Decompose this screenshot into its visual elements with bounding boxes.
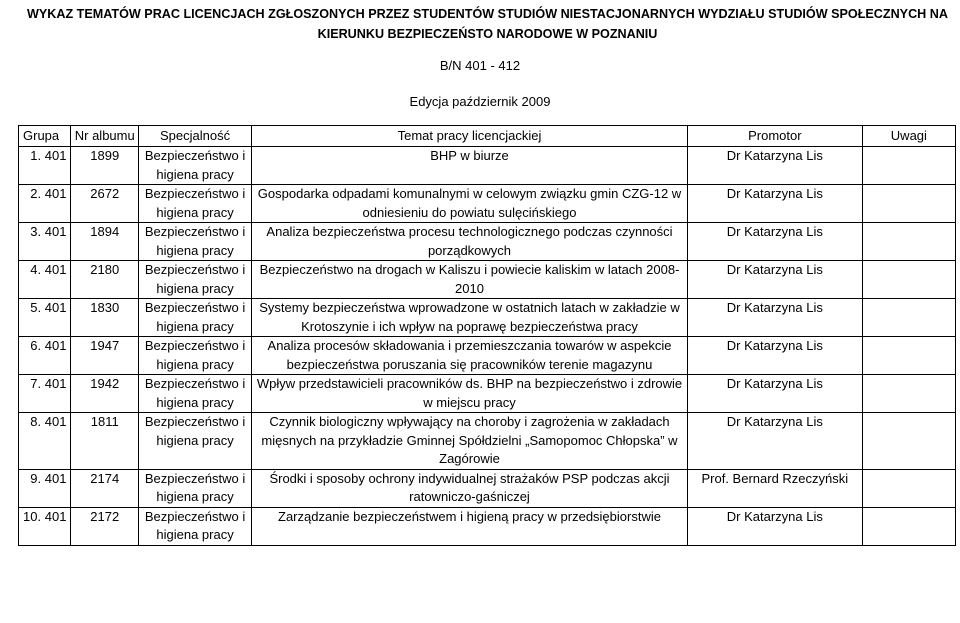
table-row xyxy=(19,375,956,413)
table-row xyxy=(19,337,956,375)
album-number: 1830 xyxy=(71,299,139,337)
group-number: 401 xyxy=(44,224,67,239)
notes xyxy=(862,299,955,337)
specialization: Bezpieczeństwo i higiena pracy xyxy=(139,223,252,261)
promoter: Dr Katarzyna Lis xyxy=(687,261,862,299)
promoter: Prof. Bernard Rzeczyński xyxy=(687,469,862,507)
row-number: 1. 401 xyxy=(19,147,71,185)
group-number: 401 xyxy=(44,470,67,486)
promoter: Dr Katarzyna Lis xyxy=(687,375,862,413)
notes xyxy=(862,223,955,261)
thesis-topic: Wpływ przedstawicieli pracowników ds. BHP na bezpieczeństwo i zdrowie w miejscu pracy xyxy=(252,375,688,413)
thesis-topic: BHP w biurze xyxy=(252,147,688,185)
notes xyxy=(862,413,955,470)
column-header-promoter: Promotor xyxy=(687,126,862,147)
notes xyxy=(862,147,955,185)
promoter: Dr Katarzyna Lis xyxy=(687,413,862,470)
notes xyxy=(862,185,955,223)
specialization: Bezpieczeństwo i higiena pracy xyxy=(139,413,252,470)
specialization: Bezpieczeństwo i higiena pracy xyxy=(139,299,252,337)
album-number: 2172 xyxy=(71,507,139,545)
notes xyxy=(862,375,955,413)
table-row xyxy=(19,507,956,545)
album-number: 2672 xyxy=(71,185,139,223)
table-row xyxy=(19,185,956,223)
promoter: Dr Katarzyna Lis xyxy=(687,147,862,185)
thesis-topic: Gospodarka odpadami komunalnymi w celowym związku gmin CZG-12 w odniesieniu do powiatu sulęcińskiego xyxy=(252,185,688,223)
row-number: 4. 401 xyxy=(19,261,71,299)
album-number: 2180 xyxy=(71,261,139,299)
document-code: B/N 401 - 412 xyxy=(439,58,521,73)
thesis-topic: Środki i sposoby ochrony indywidualnej strażaków PSP podczas akcji ratowniczo-gaśniczej xyxy=(252,469,688,507)
promoter: Dr Katarzyna Lis xyxy=(687,223,862,261)
specialization: Bezpieczeństwo i higiena pracy xyxy=(139,261,252,299)
promoter: Dr Katarzyna Lis xyxy=(687,299,862,337)
table-header-row xyxy=(19,126,956,147)
group-number: 401 xyxy=(44,508,67,524)
thesis-topic: Bezpieczeństwo na drogach w Kaliszu i powiecie kaliskim w latach 2008-2010 xyxy=(252,261,688,299)
album-number: 2174 xyxy=(71,469,139,507)
specialization: Bezpieczeństwo i higiena pracy xyxy=(139,147,252,185)
album-number: 1947 xyxy=(71,337,139,375)
thesis-topic: Czynnik biologiczny wpływający na choroby i zagrożenia w zakładach mięsnych na przykładzie Gminnej Spółdzielni „Samopomoc Chłopska” w Zagórowie xyxy=(252,413,688,470)
specialization: Bezpieczeństwo i higiena pracy xyxy=(139,185,252,223)
thesis-topic: Analiza procesów składowania i przemieszczania towarów w aspekcie bezpieczeństwa poruszania się pracowników terenie magazynu xyxy=(252,337,688,375)
column-header-specialization: Specjalność xyxy=(139,126,252,147)
album-number: 1942 xyxy=(71,375,139,413)
row-number: 6. 401 xyxy=(19,337,71,375)
table-row xyxy=(19,413,956,470)
table-row xyxy=(19,469,956,507)
column-header-album: Nr albumu xyxy=(71,126,139,147)
document-edition: Edycja październik 2009 xyxy=(409,94,551,109)
row-number: 3. 401 xyxy=(19,223,71,261)
thesis-topic: Systemy bezpieczeństwa wprowadzone w ostatnich latach w zakładzie w Krotoszynie i ich wpływ na poprawę bezpieczeństwa pracy xyxy=(252,299,688,337)
document-title: WYKAZ TEMATÓW PRAC LICENCJACH ZGŁOSZONYCH PRZEZ STUDENTÓW STUDIÓW NIESTACJONARNYCH WYDZIAŁU STUDIÓW SPOŁECZNYCH NA KIERUNKU BEZPIECZEŃSTO NARODOWE W POZNANIU xyxy=(27,7,948,41)
promoter: Dr Katarzyna Lis xyxy=(687,507,862,545)
table-row xyxy=(19,299,956,337)
row-number: 7. 401 xyxy=(19,375,71,413)
album-number: 1899 xyxy=(71,147,139,185)
row-number: 5. 401 xyxy=(19,299,71,337)
thesis-topic: Analiza bezpieczeństwa procesu technologicznego podczas czynności porządkowych xyxy=(252,223,688,261)
notes xyxy=(862,507,955,545)
column-header-topic: Temat pracy licencjackiej xyxy=(252,126,688,147)
row-number: 10. 401 xyxy=(19,507,71,545)
thesis-topics-table xyxy=(18,125,956,546)
column-header-notes: Uwagi xyxy=(862,126,955,147)
promoter: Dr Katarzyna Lis xyxy=(687,185,862,223)
specialization: Bezpieczeństwo i higiena pracy xyxy=(139,375,252,413)
row-number: 8. 401 xyxy=(19,413,71,470)
album-number: 1894 xyxy=(71,223,139,261)
group-number: 401 xyxy=(44,262,67,277)
notes xyxy=(862,261,955,299)
table-row xyxy=(19,261,956,299)
row-number: 9. 401 xyxy=(19,469,71,507)
group-number: 401 xyxy=(44,300,67,315)
notes xyxy=(862,469,955,507)
group-number: 401 xyxy=(44,376,67,391)
table-row xyxy=(19,147,956,185)
notes xyxy=(862,337,955,375)
group-number: 401 xyxy=(44,338,67,353)
column-header-group: Grupa xyxy=(19,126,71,147)
specialization: Bezpieczeństwo i higiena pracy xyxy=(139,337,252,375)
specialization: Bezpieczeństwo i higiena pracy xyxy=(139,469,252,507)
group-number: 401 xyxy=(44,148,67,163)
row-number: 2. 401 xyxy=(19,185,71,223)
group-number: 401 xyxy=(44,186,67,201)
thesis-topic: Zarządzanie bezpieczeństwem i higieną pracy w przedsiębiorstwie xyxy=(252,507,688,545)
table-row xyxy=(19,223,956,261)
group-number: 401 xyxy=(44,414,67,429)
promoter: Dr Katarzyna Lis xyxy=(687,337,862,375)
album-number: 1811 xyxy=(71,413,139,470)
specialization: Bezpieczeństwo i higiena pracy xyxy=(139,507,252,545)
